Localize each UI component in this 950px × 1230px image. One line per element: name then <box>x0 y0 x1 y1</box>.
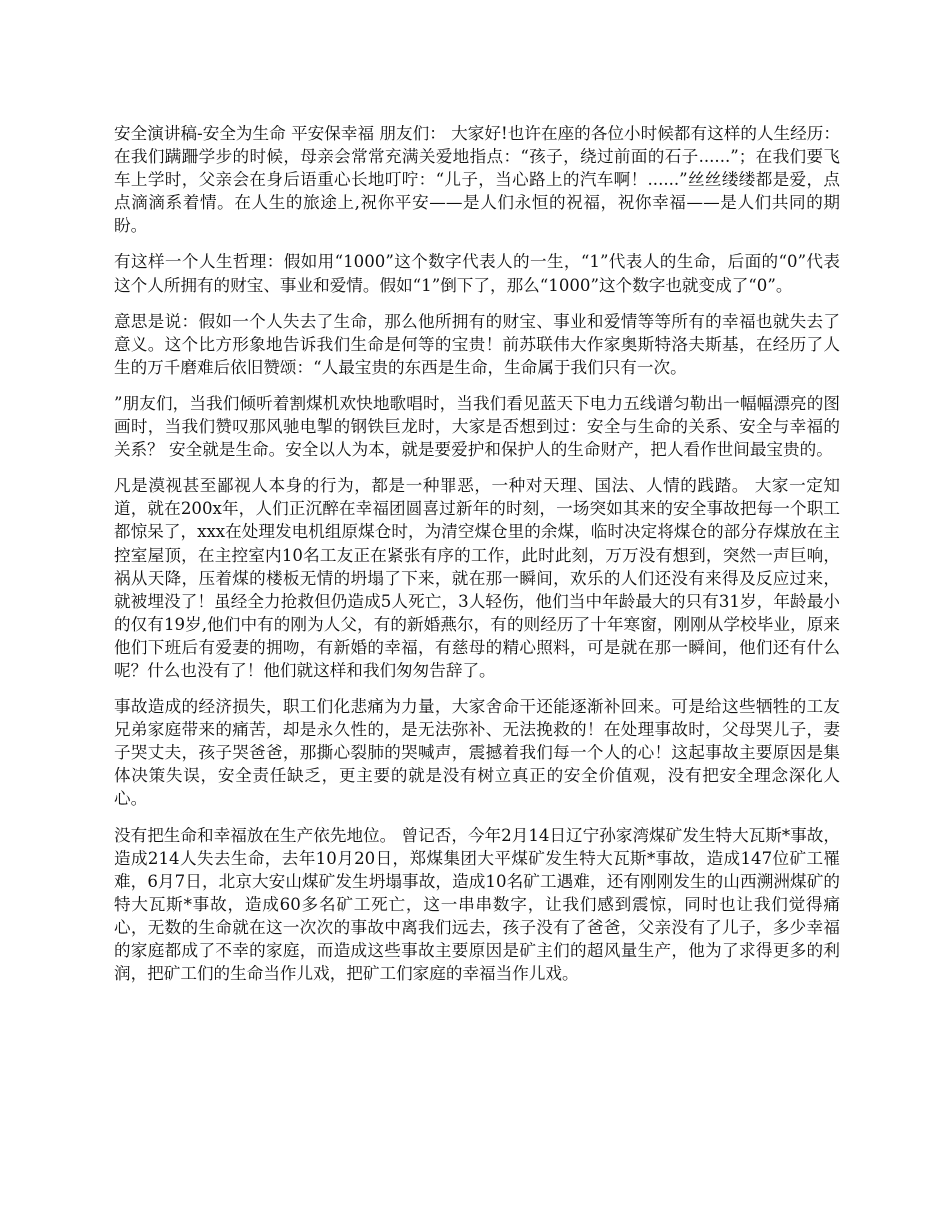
paragraph-meaning: 意思是说：假如一个人失去了生命，那么他所拥有的财宝、事业和爱情等等所有的幸福也就失去了意义。这个比方形象地告诉我们生命是何等的宝贵！前苏联伟大作家奥斯特洛夫斯基，在经历了人生的万千磨难后依旧赞颂：“人最宝贵的东西是生命，生命属于我们只有一次。 <box>114 311 840 377</box>
paragraph-intro: 安全演讲稿-安全为生命 平安保幸福 朋友们： 大家好!也许在座的各位小时候都有这样的人生经历：在我们蹒跚学步的时候，母亲会常常充满关爱地指点：“孩子，绕过前面的石子......”；在我们要飞车上学时，父亲会在身后语重心长地叮咛：“儿子，当心路上的汽车啊！......”丝丝缕缕都是爱，点点滴滴系着情。在人生的旅途上,祝你平安——是人们永恒的祝福，祝你幸福——是人们共同的期盼。 <box>114 124 840 236</box>
paragraph-mine-disasters: 没有把生命和幸福放在生产依先地位。 曾记否，今年2月14日辽宁孙家湾煤矿发生特大瓦斯*事故，造成214人失去生命，去年10月20日，郑煤集团大平煤矿发生特大瓦斯*事故，造成147位矿工罹难，6月7日，北京大安山煤矿发生坍塌事故，造成10名矿工遇难，还有刚刚发生的山西溯洲煤矿的特大瓦斯*事故，造成60多名矿工死亡，这一串串数字，让我们感到震惊，同时也让我们觉得痛心，无数的生命就在这一次次的事故中离我们远去，孩子没有了爸爸，父亲没有了儿子，多少幸福的家庭都成了不幸的家庭，而造成这些事故主要原因是矿主们的超风量生产，他为了求得更多的利润，把矿工们的生命当作儿戏，把矿工们家庭的幸福当作儿戏。 <box>114 825 840 984</box>
paragraph-philosophy: 有这样一个人生哲理：假如用“1000”这个数字代表人的一生，“1”代表人的生命，后面的“0”代表这个人所拥有的财宝、事业和爱情。假如“1”倒下了，那么“1000”这个数字也就变成了“0”。 <box>114 252 840 295</box>
document-body <box>114 122 840 998</box>
paragraph-losses: 事故造成的经济损失，职工们化悲痛为力量，大家舍命干还能逐渐补回来。可是给这些牺牲的工友兄弟家庭带来的痛苦，却是永久性的，是无法弥补、无法挽救的！在处理事故时，父母哭儿子，妻子哭丈夫，孩子哭爸爸，那撕心裂肺的哭喊声，震撼着我们每一个人的心！这起事故主要原因是集体决策失误，安全责任缺乏，更主要的就是没有树立真正的安全价值观，没有把安全理念深化人心。 <box>114 697 840 809</box>
paragraph-friends: ”朋友们，当我们倾听着割煤机欢快地歌唱时，当我们看见蓝天下电力五线谱匀勒出一幅幅漂亮的图画时，当我们赞叹那风驰电掣的钢铁巨龙时，大家是否想到过：安全与生命的关系、安全与幸福的关系？ 安全就是生命。安全以人为本，就是要爱护和保护人的生命财产，把人看作世间最宝贵的。 <box>114 393 840 460</box>
paragraph-accident: 凡是漠视甚至鄙视人本身的行为，都是一种罪恶，一种对天理、国法、人情的践踏。 大家一定知道，就在200x年，人们正沉醉在幸福团圆喜过新年的时刻，一场突如其来的安全事故把每一个职工都惊呆了，xxx在处理发电机组原煤仓时，为清空煤仓里的余煤，临时决定将煤仓的部分存煤放在主控室屋顶，在主控室内10名工友正在紧张有序的工作，此时此刻，万万没有想到，突然一声巨响，祸从天降，压着煤的楼板无情的坍塌了下来，就在那一瞬间，欢乐的人们还没有来得及反应过来，就被埋没了！虽经全力抢救但仍造成5人死亡，3人轻伤，他们当中年龄最大的只有31岁，年龄最小的仅有19岁,他们中有的刚为人父，有的新婚燕尔，有的则经历了十年寒窗，刚刚从学校毕业，原来他们下班后有爱妻的拥吻，有新婚的幸福，有慈母的精心照料，可是就在那一瞬间，他们还有什么呢？什么也没有了！他们就这样和我们匆匆告辞了。 <box>114 476 840 680</box>
